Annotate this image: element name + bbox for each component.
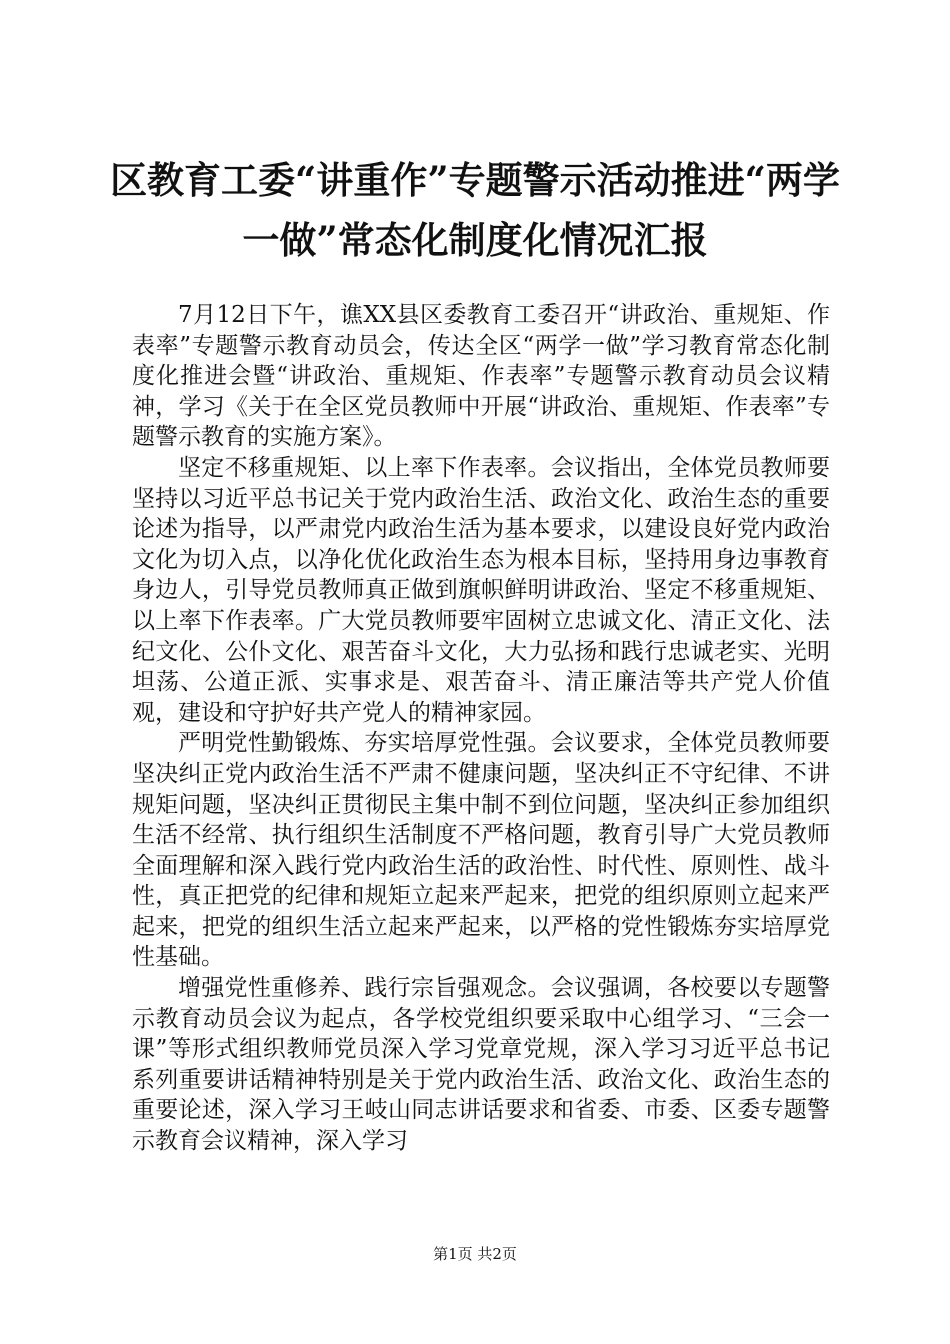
paragraph-1: 7月12日下午，谯XX县区委教育工委召开“讲政治、重规矩、作表率”专题警示教育动员会，传达全区“两学一做”学习教育常态化制度化推进会暨“讲政治、重规矩、作表率”专题警示教育动员会议精神，学习《关于在全区党员教师中开展“讲政治、重规矩、作表率”专题警示教育的实施方案》。 (132, 302, 830, 451)
paragraph-3: 严明党性勤锻炼、夯实培厚党性强。会议要求，全体党员教师要坚决纠正党内政治生活不严肃不健康问题，坚决纠正不守纪律、不讲规矩问题，坚决纠正贯彻民主集中制不到位问题，坚决纠正参加组织生活不经常、执行组织生活制度不严格问题，教育引导广大党员教师全面理解和深入践行党内政治生活的政治性、时代性、原则性、战斗性，真正把党的纪律和规矩立起来严起来，把党的组织原则立起来严起来，把党的组织生活立起来严起来，以严格的党性锻炼夯实培厚党性基础。 (132, 730, 830, 971)
document-title: 区教育工委“讲重作”专题警示活动推进“两学一做”常态化制度化情况汇报 (110, 158, 840, 262)
paragraph-2: 坚定不移重规矩、以上率下作表率。会议指出，全体党员教师要坚持以习近平总书记关于党内政治生活、政治文化、政治生态的重要论述为指导，以严肃党内政治生活为基本要求，以建设良好党内政治文化为切入点，以净化优化政治生态为根本目标，坚持用身边事教育身边人，引导党员教师真正做到旗帜鲜明讲政治、坚定不移重规矩、以上率下作表率。广大党员教师要牢固树立忠诚文化、清正文化、法纪文化、公仆文化、艰苦奋斗文化，大力弘扬和践行忠诚老实、光明坦荡、公道正派、实事求是、艰苦奋斗、清正廉洁等共产党人价值观，建设和守护好共产党人的精神家园。 (132, 454, 830, 726)
paragraph-4: 增强党性重修养、践行宗旨强观念。会议强调，各校要以专题警示教育动员会议为起点，各学校党组织要采取中心组学习、“三会一课”等形式组织教师党员深入学习党章党规，深入学习习近平总书记系列重要讲话精神特别是关于党内政治生活、政治文化、政治生态的重要论述，深入学习王岐山同志讲话要求和省委、市委、区委专题警示教育会议精神，深入学习 (132, 975, 830, 1155)
document-body (132, 300, 830, 1157)
page-footer: 第1页 共2页 (433, 1245, 517, 1263)
